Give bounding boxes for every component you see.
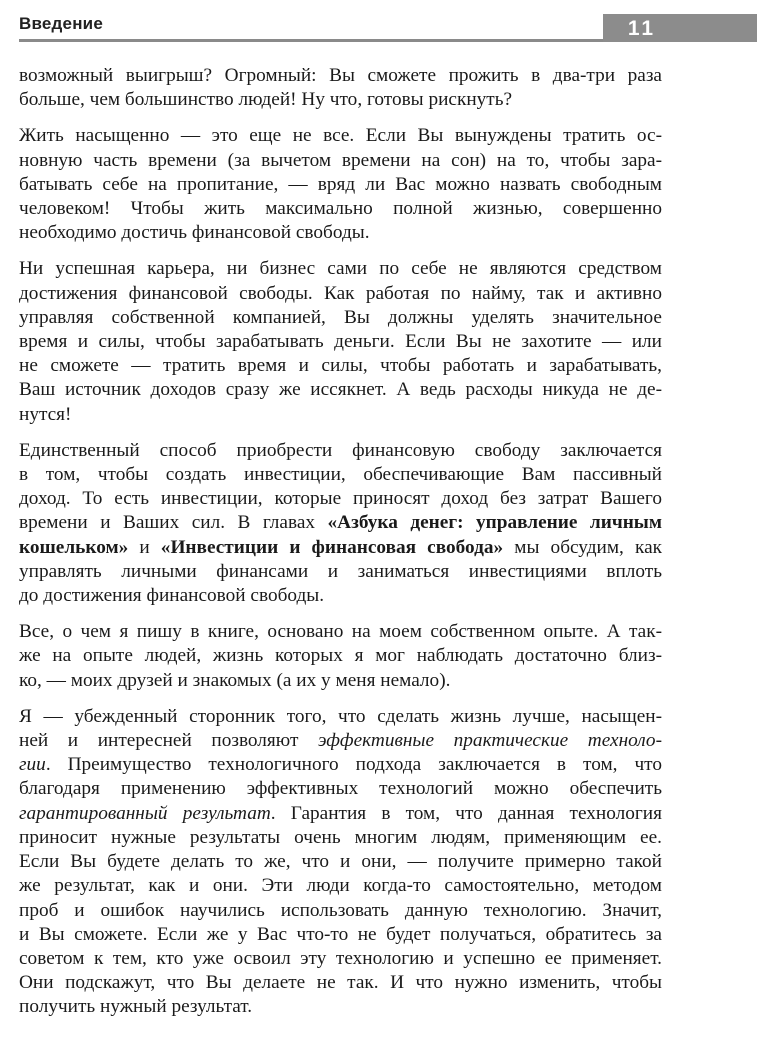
page-header <box>0 0 757 44</box>
text-line: советом к тем, кто уже освоил эту технологию и успешно ее применяет. <box>19 947 662 969</box>
text-line: и Вы сможете. Если же у Вас что-то не будет получаться, обратитесь за <box>19 923 662 945</box>
text-line: проб и ошибок научились использовать данную технологию. Значит, <box>19 899 662 921</box>
text-line: Единственный способ приобрести финансовую свободу заключается <box>19 439 662 461</box>
text-line: больше, чем большинство людей! Ну что, готовы рискнуть? <box>19 89 513 111</box>
text-segment: ней и интересней позволяют <box>19 730 318 752</box>
text-line: достижения финансовой свободы. Как работая по найму, так и активно <box>19 282 662 304</box>
page-number: 11 <box>627 17 657 40</box>
text-line: в том, чтобы создать инвестиции, обеспечивающие Вам пассивный <box>19 464 662 486</box>
paragraph <box>19 124 662 245</box>
text-line: Все, о чем я пишу в книге, основано на моем собственном опыте. А так- <box>19 621 662 643</box>
text-line: время и силы, чтобы зарабатывать деньги. Если Вы не захотите — или <box>19 331 662 353</box>
emphasis-text: гарантированный результат <box>19 802 271 824</box>
text-line: благодаря применению эффективных технологий можно обеспечить <box>19 778 662 800</box>
text-line: Если Вы будете делать то же, что и они, — получите примерно такой <box>19 851 662 873</box>
text-line: ко, — моих друзей и знакомых (а их у меня немало). <box>19 669 451 691</box>
text-line: же на опыте людей, жизнь которых я мог наблюдать достаточно близ- <box>19 645 662 667</box>
chapter-reference: «Азбука денег: управление личным <box>327 512 662 534</box>
text-line: Ваш источник доходов сразу же иссякнет. А ведь расходы никуда не де- <box>19 379 662 401</box>
text-segment: и <box>128 536 161 558</box>
text-line: управлять личными финансами и заниматься инвестициями вплоть <box>19 560 662 582</box>
text-line: возможный выигрыш? Огромный: Вы сможете прожить в два-три раза <box>19 65 662 86</box>
text-line <box>19 511 662 535</box>
paragraph <box>19 705 662 1020</box>
text-segment: . Преимущество технологичного подхода заключается в том, что <box>45 754 662 776</box>
text-line <box>19 802 662 826</box>
text-line: приносит нужные результаты очень многим людям, применяющим ее. <box>19 826 662 848</box>
text-line: Они подскажут, что Вы делаете не так. И что нужно изменить, чтобы <box>19 972 662 994</box>
text-line: батывать себе на пропитание, — вряд ли Вас можно назвать свободным <box>19 173 662 195</box>
text-line: доход. То есть инвестиции, которые приносят доход без затрат Вашего <box>19 488 662 510</box>
body-text <box>19 64 662 1032</box>
text-line: Я — убежденный сторонник того, что сделать жизнь лучше, насыщен- <box>19 705 662 727</box>
text-line: получить нужный результат. <box>19 996 253 1018</box>
text-segment: . Гарантия в том, что данная технология <box>270 802 662 824</box>
text-line: не сможете — тратить время и силы, чтобы работать и зарабатывать, <box>19 355 662 377</box>
paragraph <box>19 620 662 693</box>
text-line: управляя собственной компанией, Вы должны уделять значительное <box>19 306 662 328</box>
text-line <box>19 753 662 777</box>
text-line: Жить насыщенно — это еще не все. Если Вы вынуждены тратить ос- <box>19 125 662 147</box>
header-rule <box>19 39 609 42</box>
text-line: новную часть времени (за вычетом времени на сон) на то, чтобы зара- <box>19 149 662 171</box>
paragraph <box>19 439 662 608</box>
text-line: Ни успешная карьера, ни бизнес сами по себе не являются средством <box>19 258 662 280</box>
section-title: Введение <box>19 14 103 33</box>
text-line <box>19 729 662 753</box>
text-line: до достижения финансовой свободы. <box>19 585 325 607</box>
text-line: необходимо достичь финансовой свободы. <box>19 222 370 244</box>
paragraph <box>19 257 662 426</box>
text-segment: времени и Ваших сил. В главах <box>19 512 328 534</box>
text-line <box>19 536 662 560</box>
chapter-reference: кошельком» <box>19 536 129 558</box>
text-line: нутся! <box>19 403 72 425</box>
emphasis-text: гии <box>19 754 46 776</box>
emphasis-text: эффективные практические техноло- <box>317 730 662 752</box>
text-segment: мы обсудим, как <box>503 536 662 558</box>
text-line: человеком! Чтобы жить максимально полной жизнью, совершенно <box>19 198 662 220</box>
paragraph <box>19 64 662 112</box>
page-number-tab <box>603 14 757 42</box>
text-line: же результат, как и они. Эти люди когда-то самостоятельно, методом <box>19 875 662 897</box>
chapter-reference: «Инвестиции и финансовая свобода» <box>160 536 504 558</box>
